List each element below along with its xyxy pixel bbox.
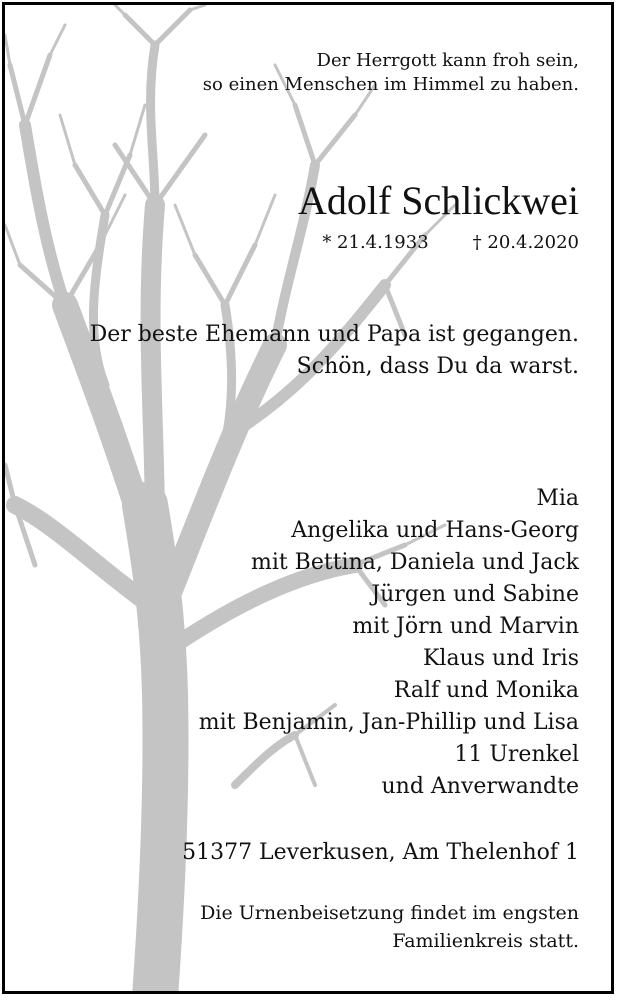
farewell-message: [90, 319, 579, 383]
deceased-name: Adolf Schlickwei: [297, 178, 579, 223]
burial-line: Familienkreis statt.: [392, 930, 579, 952]
family-line: Angelika und Hans-Georg: [291, 518, 579, 543]
family-line: mit Jörn und Marvin: [352, 614, 579, 639]
burial-line: Die Urnenbeisetzung findet im engsten: [200, 902, 579, 924]
family-list: [199, 483, 579, 803]
family-line: Mia: [536, 486, 579, 511]
family-line: Klaus und Iris: [423, 646, 579, 671]
family-line: Jürgen und Sabine: [371, 582, 579, 607]
address: 51377 Leverkusen, Am Thelenhof 1: [182, 840, 579, 865]
quote: [203, 49, 579, 97]
life-dates: [322, 231, 579, 255]
family-line: mit Benjamin, Jan-Phillip und Lisa: [198, 710, 579, 735]
family-line: Ralf und Monika: [393, 678, 579, 703]
family-line: und Anverwandte: [381, 774, 579, 799]
death-date: † 20.4.2020: [472, 232, 579, 253]
family-line: 11 Urenkel: [454, 742, 579, 767]
burial-note: [200, 899, 579, 955]
quote-line: Der Herrgott kann froh sein,: [316, 50, 579, 71]
birth-date: * 21.4.1933: [322, 232, 429, 253]
message-line: Schön, dass Du da warst.: [296, 354, 579, 379]
family-line: mit Bettina, Daniela und Jack: [250, 550, 579, 575]
obituary-frame: [2, 2, 614, 994]
quote-line: so einen Menschen im Himmel zu haben.: [202, 74, 579, 95]
message-line: Der beste Ehemann und Papa ist gegangen.: [89, 322, 579, 347]
